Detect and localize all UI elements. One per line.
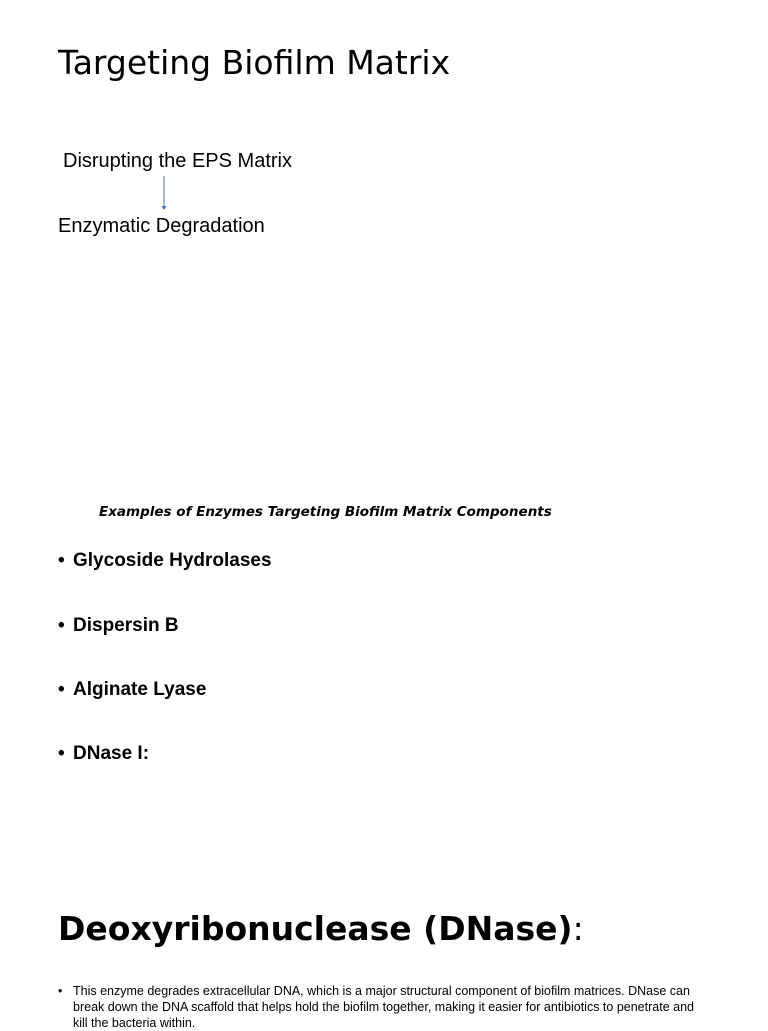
bullet-icon: • (58, 984, 63, 998)
section-heading-text: Deoxyribonuclease (DNase) (58, 909, 573, 948)
enzyme-label: Glycoside Hydrolases (73, 550, 272, 571)
enzyme-list-item (58, 548, 272, 574)
enzyme-list-item (58, 677, 206, 703)
enzyme-label: Alginate Lyase (73, 679, 207, 700)
bullet-icon: • (58, 550, 65, 571)
section-heading-suffix: : (572, 909, 584, 948)
arrow-head (162, 206, 167, 210)
slide-title: Targeting Biofilm Matrix (58, 43, 451, 82)
section-heading (58, 906, 584, 952)
description-text: This enzyme degrades extracellular DNA, which is a major structural component of biofilm matrices. DNase can break down the DNA scaffold that helps hold the biofilm together, making it easier for antibiotics to penetrate and kill the bacteria within. (73, 984, 694, 1030)
bullet-icon: • (58, 615, 65, 636)
flow-top-label: Disrupting the EPS Matrix (63, 150, 292, 172)
flow-bottom-label: Enzymatic Degradation (58, 215, 265, 237)
enzyme-label: DNase I: (73, 743, 150, 764)
examples-heading: Examples of Enzymes Targeting Biofilm Matrix Components (99, 504, 552, 520)
down-arrow-icon (156, 175, 172, 213)
enzyme-label: Dispersin B (73, 615, 179, 636)
enzyme-list-item (58, 741, 149, 767)
enzyme-list-item (58, 613, 179, 639)
bullet-icon: • (58, 679, 65, 700)
bullet-icon: • (58, 743, 65, 764)
